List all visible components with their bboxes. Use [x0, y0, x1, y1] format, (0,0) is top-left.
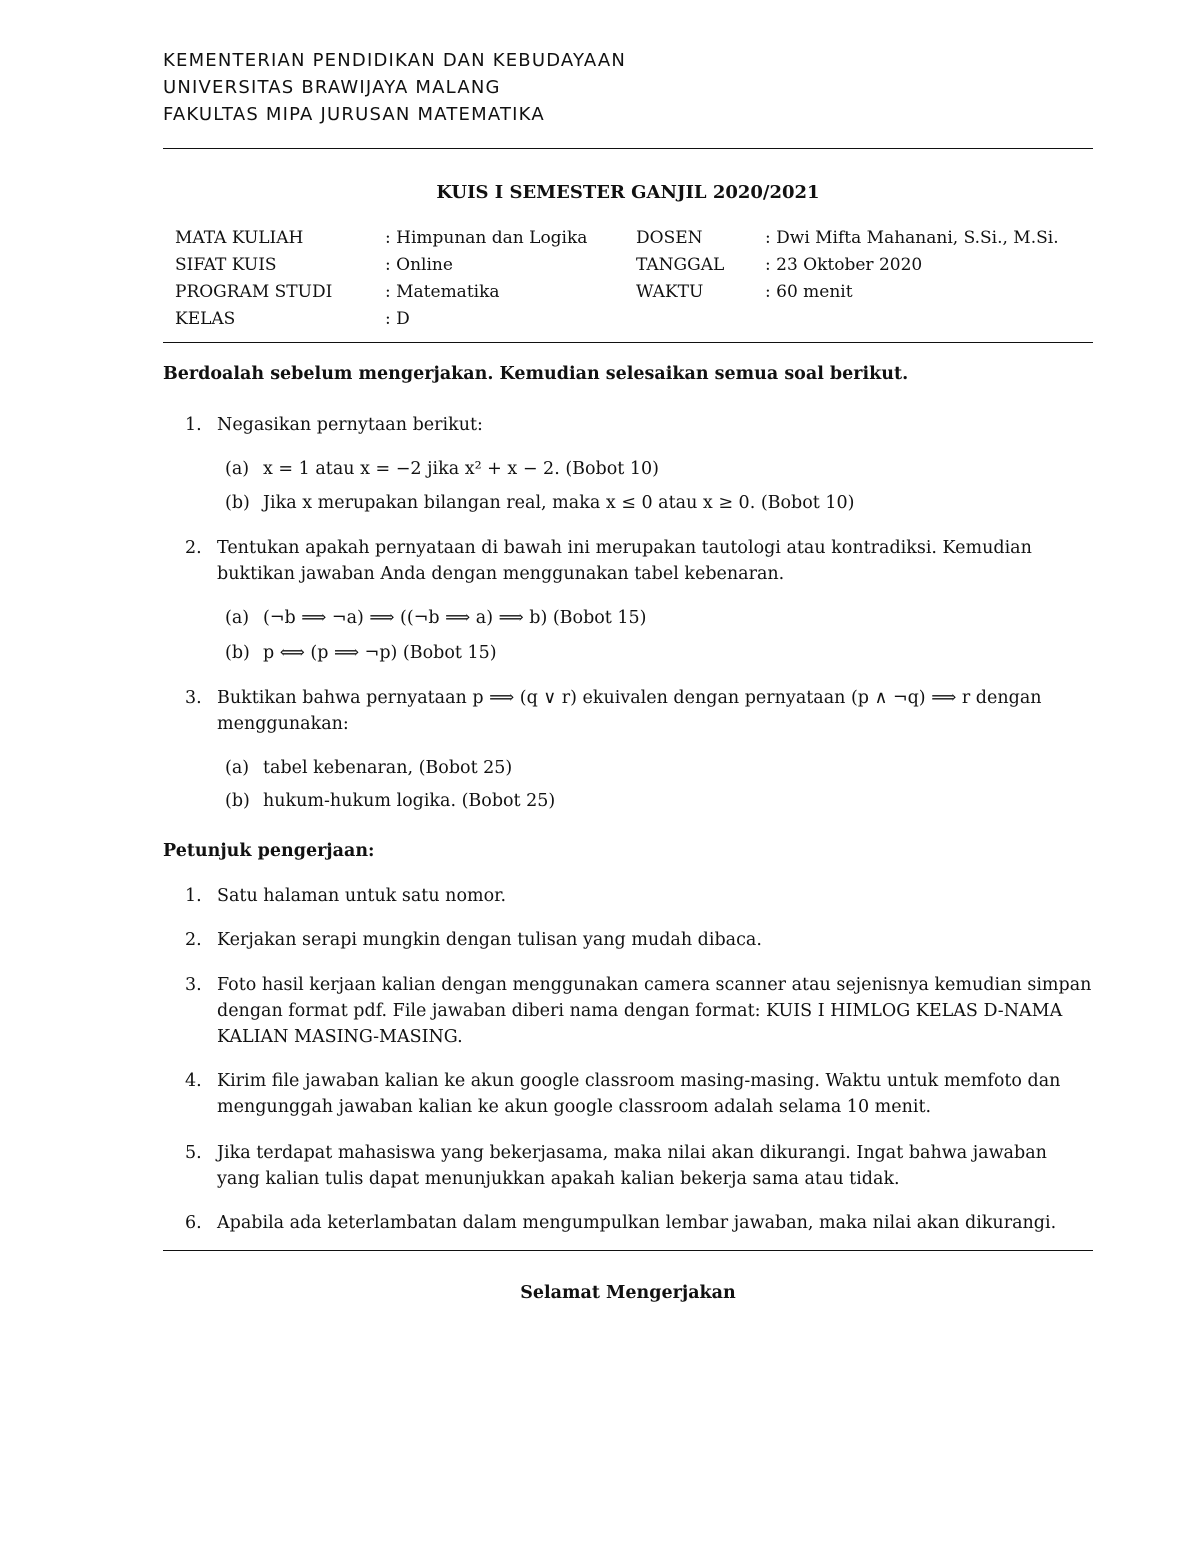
item-text: p ⟺ (p ⟹ ¬p) (Bobot 15): [263, 643, 497, 663]
question-text: Negasikan pernytaan berikut:: [217, 415, 483, 435]
info-value: : Online: [385, 255, 453, 275]
item-label: (b): [225, 643, 250, 663]
guide-number: 1.: [185, 886, 202, 906]
divider-bottom: [163, 1250, 1093, 1251]
guide-heading: Petunjuk pengerjaan:: [163, 841, 375, 861]
info-value: : D: [385, 309, 410, 329]
item-label: (a): [225, 459, 250, 479]
guide-number: 5.: [185, 1143, 202, 1163]
institution-header: [163, 47, 626, 128]
item-text: tabel kebenaran, (Bobot 25): [263, 758, 513, 778]
instruction-lead: Berdoalah sebelum mengerjakan. Kemudian selesaikan semua soal berikut.: [163, 364, 909, 384]
guide-text: Apabila ada keterlambatan dalam mengumpulkan lembar jawaban, maka nilai akan dikurangi.: [217, 1213, 1057, 1233]
university-line: UNIVERSITAS BRAWIJAYA MALANG: [163, 77, 501, 98]
guide-number: 6.: [185, 1213, 202, 1233]
item-label: (a): [225, 758, 250, 778]
ministry-line: KEMENTERIAN PENDIDIKAN DAN KEBUDAYAAN: [163, 50, 627, 71]
guide-number: 2.: [185, 930, 202, 950]
info-label: MATA KULIAH: [175, 228, 304, 248]
item-text: Jika x merupakan bilangan real, maka x ≤ 0 atau x ≥ 0. (Bobot 10): [263, 493, 855, 513]
info-value: : 60 menit: [765, 282, 853, 302]
guide-number: 3.: [185, 975, 202, 995]
info-label: SIFAT KUIS: [175, 255, 277, 275]
question-number: 3.: [185, 688, 202, 708]
divider-top: [163, 148, 1093, 149]
info-label: WAKTU: [636, 282, 704, 302]
question-number: 2.: [185, 538, 202, 558]
guide-number: 4.: [185, 1071, 202, 1091]
info-label: TANGGAL: [636, 255, 725, 275]
info-label: KELAS: [175, 309, 236, 329]
question-number: 1.: [185, 415, 202, 435]
info-value: : Matematika: [385, 282, 500, 302]
guide-text: Kirim file jawaban kalian ke akun google classroom masing-masing. Waktu untuk memfoto dan mengunggah jawaban kalian ke akun google classroom adalah selama 10 menit.: [217, 1071, 1061, 1117]
item-text: (¬b ⟹ ¬a) ⟹ ((¬b ⟹ a) ⟹ b) (Bobot 15): [263, 608, 647, 628]
guide-text: Jika terdapat mahasiswa yang bekerjasama, maka nilai akan dikurangi. Ingat bahwa jawaban yang kalian tulis dapat menunjukkan apakah kalian bekerja sama atau tidak.: [217, 1143, 1047, 1189]
question-text: Buktikan bahwa pernyataan p ⟹ (q ∨ r) ekuivalen dengan pernyataan (p ∧ ¬q) ⟹ r dengan menggunakan:: [217, 688, 1042, 734]
guide-text: Kerjakan serapi mungkin dengan tulisan yang mudah dibaca.: [217, 930, 762, 950]
info-label: DOSEN: [636, 228, 703, 248]
item-text: x = 1 atau x = −2 jika x² + x − 2. (Bobot 10): [263, 459, 659, 479]
info-value: : 23 Oktober 2020: [765, 255, 923, 275]
quiz-title: KUIS I SEMESTER GANJIL 2020/2021: [436, 182, 820, 203]
guide-text: Foto hasil kerjaan kalian dengan menggunakan camera scanner atau sejenisnya kemudian simpan dengan format pdf. File jawaban diberi nama dengan format: KUIS I HIMLOG KELAS D-NAMA KALIAN MASING-MASING.: [217, 975, 1092, 1047]
closing-text: Selamat Mengerjakan: [520, 1283, 736, 1303]
item-label: (b): [225, 493, 250, 513]
info-value: : Himpunan dan Logika: [385, 228, 588, 248]
faculty-line: FAKULTAS MIPA JURUSAN MATEMATIKA: [163, 104, 545, 125]
item-label: (b): [225, 791, 250, 811]
info-label: PROGRAM STUDI: [175, 282, 333, 302]
guide-text: Satu halaman untuk satu nomor.: [217, 886, 507, 906]
divider-middle: [163, 342, 1093, 343]
item-label: (a): [225, 608, 250, 628]
info-value: : Dwi Mifta Mahanani, S.Si., M.Si.: [765, 228, 1059, 248]
question-text: Tentukan apakah pernyataan di bawah ini merupakan tautologi atau kontradiksi. Kemudian buktikan jawaban Anda dengan menggunakan tabel kebenaran.: [217, 538, 1032, 584]
item-text: hukum-hukum logika. (Bobot 25): [263, 791, 556, 811]
